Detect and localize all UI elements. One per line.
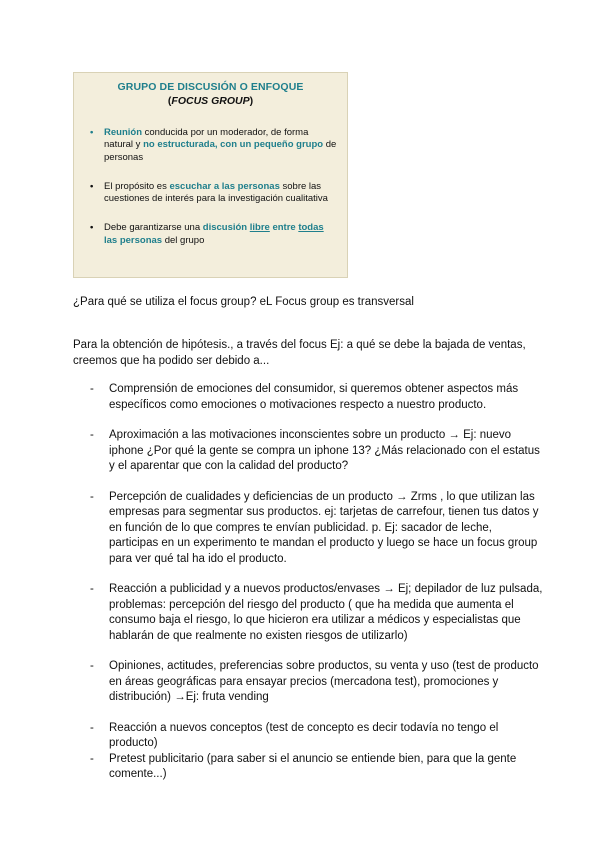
dash-bullet: - — [90, 752, 94, 765]
slide-bullet-3: • Debe garantizarse una discusión libre entre todas las personas del grupo — [90, 222, 324, 246]
dash-bullet: - — [90, 721, 94, 734]
list-item: - Percepción de cualidades y deficiencias de un producto → Zrms , lo que utilizan las empresas para segmentar sus productos. ej: tarjetas de carrefour, tienen tus datos y en función de lo que compres te envían publicidad. p. Ej: sacador de leche, participas en un experimento te mandan el producto y luego se hace un focus group para ver qué tal ha ido el producto. — [90, 490, 539, 565]
list-item: - Reacción a publicidad y a nuevos productos/envases → Ej; depilador de luz pulsada, problemas: percepción del riesgo del producto ( que ha medida que aumenta el consumo baja el riesgo, lo que hicieron era utilizar a médicos y especialistas que hablarán de que realmente no existen riesgos de utilizarlo) — [90, 583, 543, 642]
uses-list — [73, 382, 543, 783]
list-item: - Aproximación a las motivaciones inconscientes sobre un producto → Ej: nuevo iphone ¿Por qué la gente se compra un iphone 13? ¿Más relacionado con el estatus y el aparentar que con la calidad del producto? — [90, 429, 540, 472]
bullet-icon: • — [90, 222, 94, 234]
dash-bullet: - — [90, 490, 94, 503]
intro-paragraph: Para la obtención de hipótesis., a través del focus Ej: a qué se debe la bajada de ventas, creemos que ha podido ser debido a... — [73, 339, 526, 367]
slide-bullet-list — [90, 127, 339, 247]
slide-subtitle: (FOCUS GROUP) — [167, 95, 254, 107]
slide-title: GRUPO DE DISCUSIÓN O ENFOQUE — [117, 81, 304, 93]
slide-bullet-2: • El propósito es escuchar a las personas sobre las cuestiones de interés para la investigación cualitativa — [90, 180, 328, 205]
list-item: - Pretest publicitario (para saber si el anuncio se entiende bien, para que la gente comente...) — [90, 752, 517, 780]
slide-bullet-1: • Reunión conducida por un moderador, de forma natural y no estructurada, con un pequeño grupo de personas — [90, 127, 337, 163]
dash-bullet: - — [90, 383, 94, 395]
dash-bullet: - — [90, 660, 94, 672]
question-line: ¿Para qué se utiliza el focus group? eL Focus group es transversal — [73, 296, 414, 308]
bullet-icon: • — [90, 127, 94, 138]
list-item: - Reacción a nuevos conceptos (test de concepto es decir todavía no tengo el producto) — [90, 721, 499, 749]
list-item: - Comprensión de emociones del consumidor, si queremos obtener aspectos más específicos como emociones o motivaciones respecto a nuestro producto. — [90, 383, 519, 411]
bullet-icon: • — [90, 180, 94, 192]
focus-group-slide-image — [73, 72, 348, 278]
list-item: - Opiniones, actitudes, preferencias sobre productos, su venta y uso (test de producto en áreas geográficas para ensayar precios (mercadona test), promociones y distribución) →Ej: fruta vending — [90, 660, 539, 703]
dash-bullet: - — [90, 583, 94, 595]
dash-bullet: - — [90, 429, 94, 441]
